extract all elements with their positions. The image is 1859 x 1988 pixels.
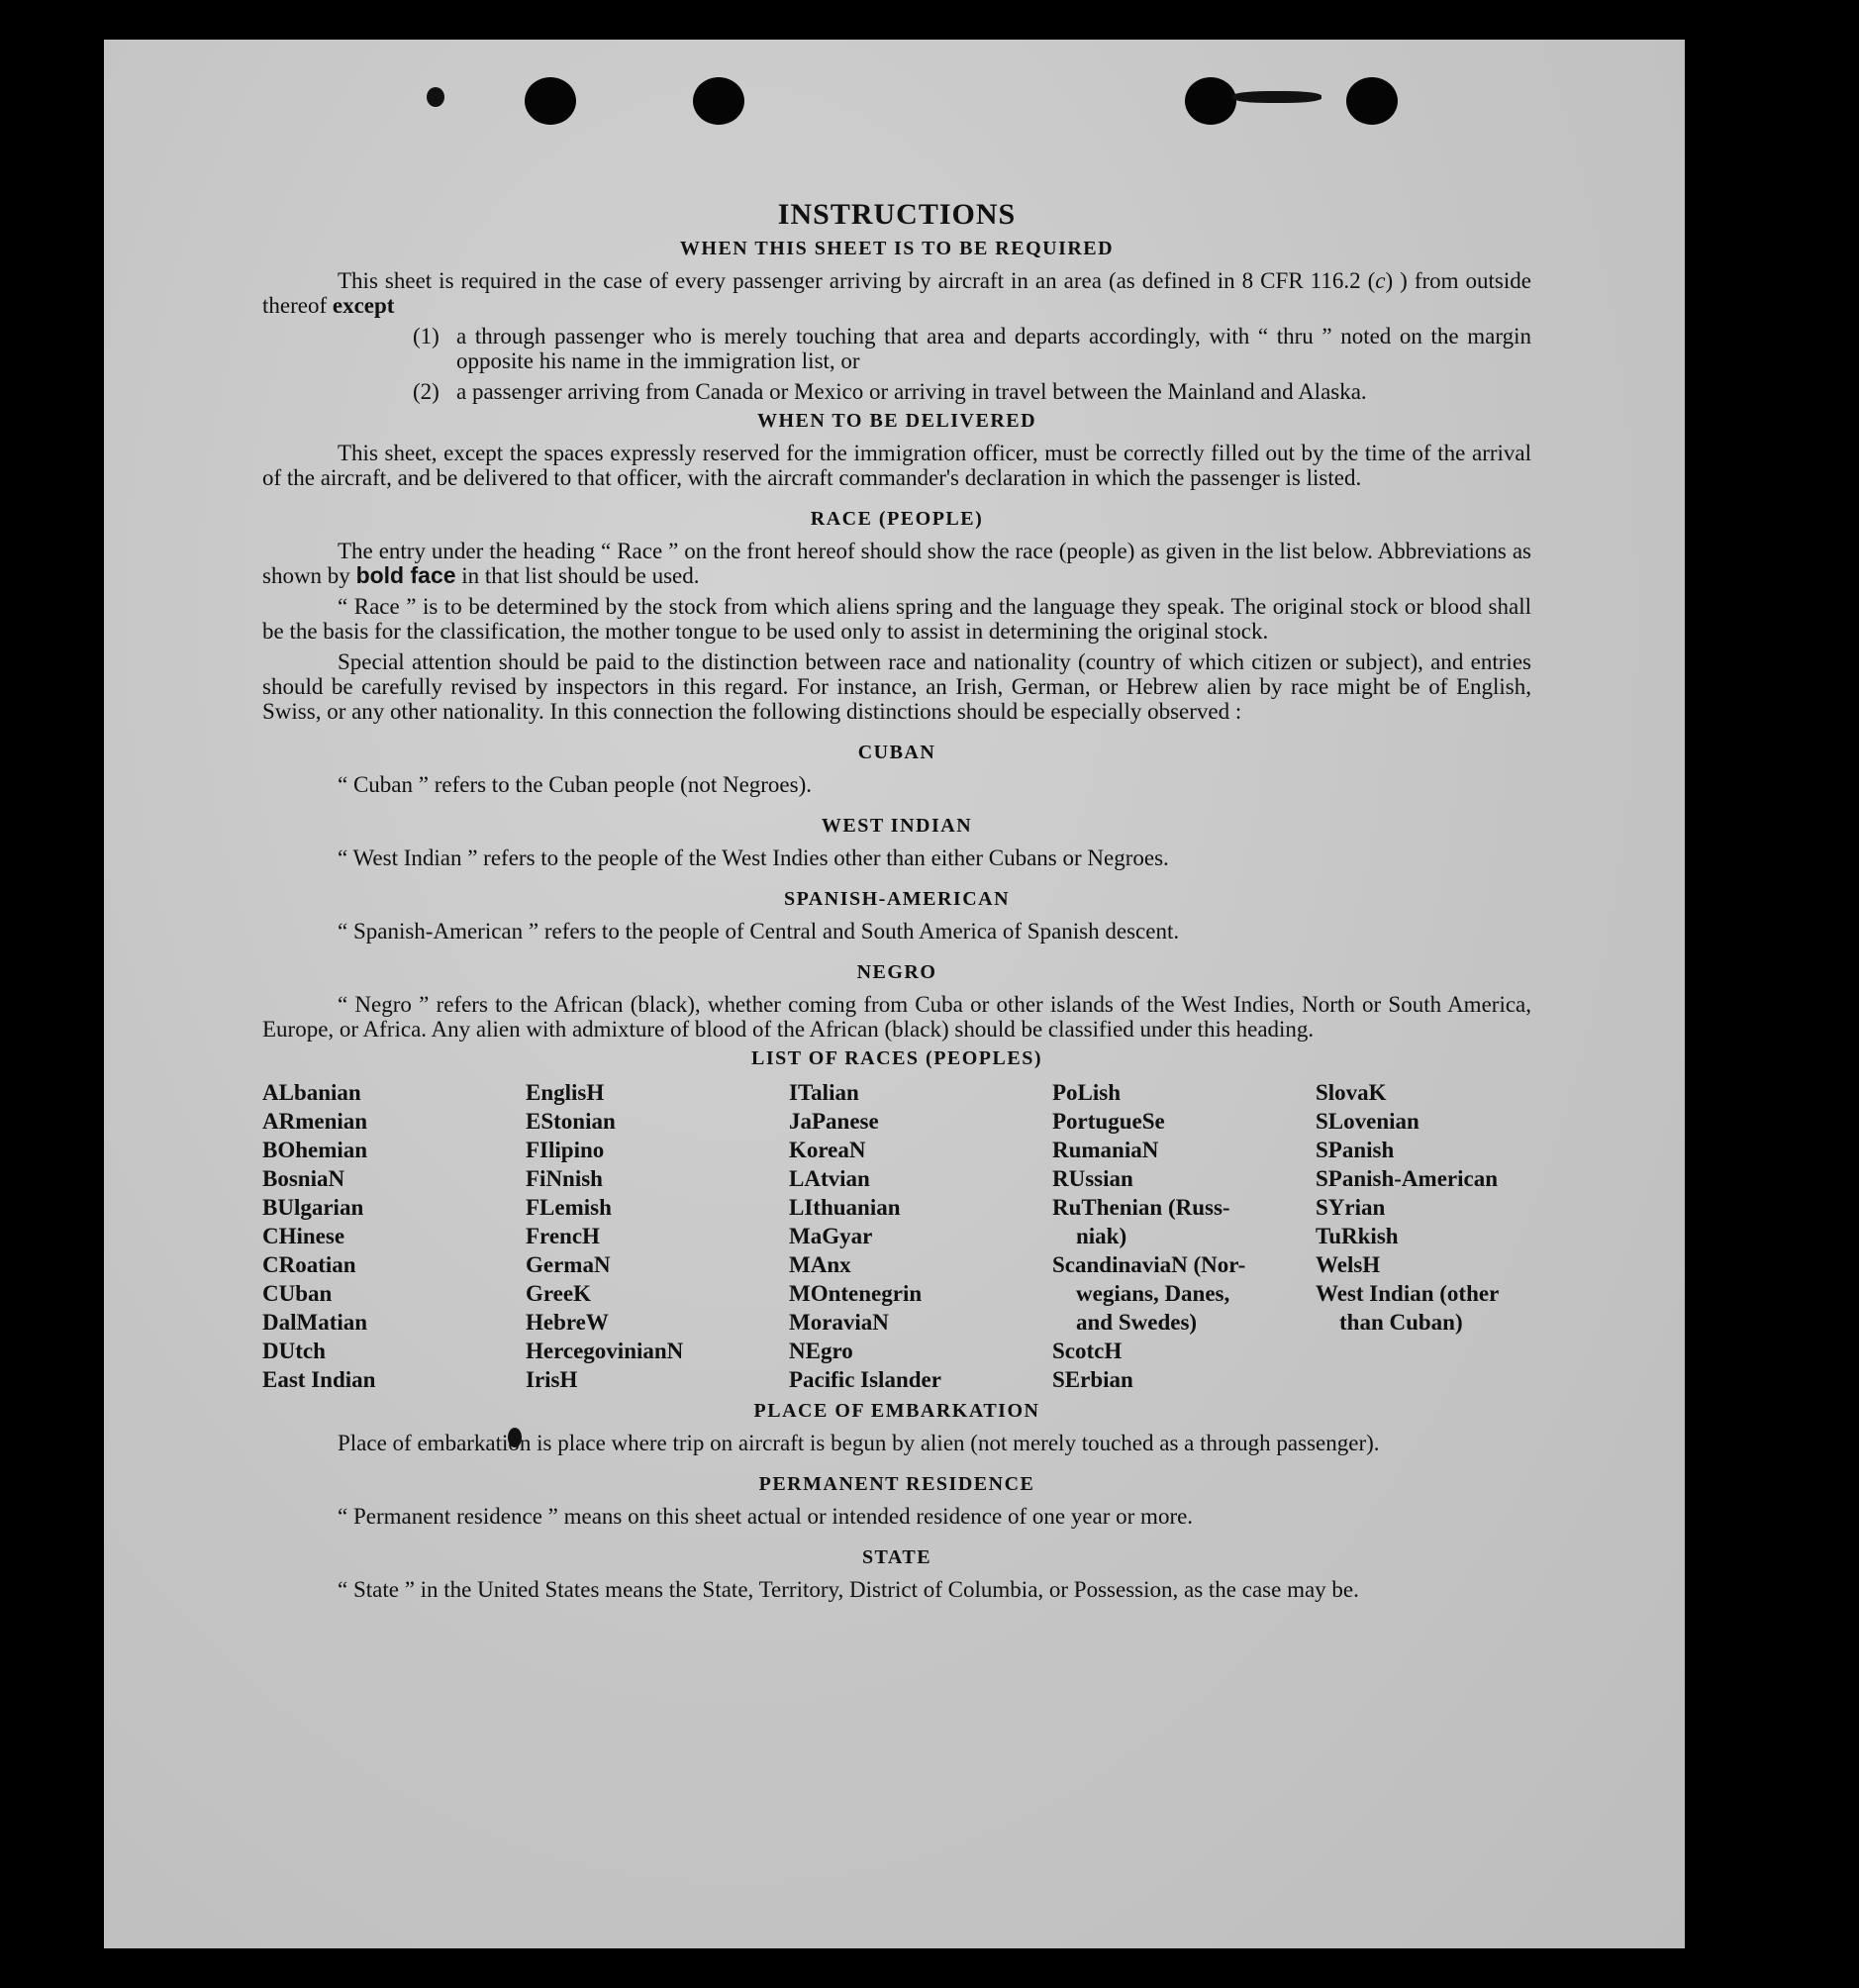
required-item-2: [262, 379, 1531, 404]
race-entry: CHinese: [262, 1224, 345, 1248]
race-paragraph-2: “ Race ” is to be determined by the stock from which aliens spring and the language they speak. The original stock or blood shall be the basis for the classification, the mother tongue to be used only to assist in determining the original stock.: [262, 594, 1531, 644]
cuban-text: “ Cuban ” refers to the Cuban people (not Negroes).: [338, 772, 813, 797]
punch-hole: [693, 77, 744, 125]
race-entry: Pacific Islander: [789, 1367, 941, 1392]
ink-speck: [427, 87, 444, 107]
required-item-1: [262, 324, 1531, 373]
required-intro: [262, 268, 1531, 318]
race-entry: FIlipino: [526, 1138, 605, 1162]
race-entry: SPanish: [1316, 1138, 1395, 1162]
item-text: a passenger arriving from Canada or Mexico or arriving in travel between the Mainland and Alaska.: [456, 379, 1367, 404]
race-entry-continued: than Cuban): [1339, 1310, 1463, 1335]
race-entry: HebreW: [526, 1310, 609, 1335]
race-entry: SErbian: [1052, 1367, 1133, 1392]
required-intro-c: c: [1375, 268, 1386, 293]
race-entry-continued: and Swedes): [1076, 1310, 1198, 1335]
races-column-2: [526, 1078, 789, 1394]
race-entry: RuThenian (Russ-: [1052, 1195, 1230, 1220]
item-number: (2): [413, 379, 440, 404]
race-entry: ALbanian: [262, 1080, 361, 1105]
race-paragraph-3: Special attention should be paid to the distinction between race and nationality (country of which citizen or subject), and entries should be carefully revised by inspectors in this regard. For instance, an Irish, German, or Hebrew alien by race might be of English, Swiss, or any other nationality. In this connection the following distinctions should be especially observed :: [262, 649, 1531, 724]
instructions-body: [262, 158, 1531, 1608]
race-entry: CRoatian: [262, 1252, 356, 1277]
west-indian-text: “ West Indian ” refers to the people of the West Indies other than either Cubans or Negroes.: [338, 845, 1169, 870]
race-entry: SlovaK: [1316, 1080, 1387, 1105]
required-except: except: [332, 293, 395, 318]
race-entry: FLemish: [526, 1195, 612, 1220]
races-column-4: [1052, 1078, 1316, 1394]
race-entry-continued: niak): [1076, 1224, 1127, 1248]
race-entry: RumaniaN: [1052, 1138, 1159, 1162]
spanish-american-text: “ Spanish-American ” refers to the people of Central and South America of Spanish descent.: [338, 919, 1180, 944]
race-entry: WelsH: [1316, 1252, 1381, 1277]
punch-hole: [525, 77, 576, 125]
races-column-1: [262, 1078, 526, 1394]
race-p1-text-b: in that list should be used.: [455, 563, 700, 588]
negro-text: “ Negro ” refers to the African (black), whether coming from Cuba or other islands of the West Indies, North or South America, Europe, or Africa. Any alien with admixture of blood of the African (black) should be classified under this heading.: [262, 992, 1531, 1042]
race-entry: TuRkish: [1316, 1224, 1399, 1248]
race-entry: BosniaN: [262, 1166, 345, 1191]
race-entry: KoreaN: [789, 1138, 866, 1162]
race-paragraph-1: [262, 539, 1531, 588]
races-table: [262, 1078, 1531, 1394]
heading-race: RACE (PEOPLE): [810, 508, 984, 530]
punch-hole: [1185, 77, 1236, 125]
punch-hole: [1346, 77, 1398, 125]
residence-text: “ Permanent residence ” means on this sheet actual or intended residence of one year or more.: [338, 1504, 1194, 1529]
race-entry: PortugueSe: [1052, 1109, 1165, 1134]
race-entry: FrencH: [526, 1224, 600, 1248]
race-entry: GreeK: [526, 1281, 591, 1306]
heading-cuban: CUBAN: [857, 742, 936, 763]
heading-state: STATE: [861, 1546, 932, 1568]
race-entry: CUban: [262, 1281, 333, 1306]
heading-negro: NEGRO: [856, 961, 937, 983]
race-entry: IrisH: [526, 1367, 578, 1392]
race-entry: LAtvian: [789, 1166, 870, 1191]
item-text: a through passenger who is merely touching that area and departs accordingly, with “ thru ” noted on the margin opposite his name in the immigration list, or: [456, 324, 1531, 373]
race-entry: MOntenegrin: [789, 1281, 923, 1306]
document-page: [104, 40, 1685, 1948]
item-number: (1): [413, 324, 440, 348]
race-entry: BOhemian: [262, 1138, 368, 1162]
race-p1-bold: bold face: [355, 562, 456, 588]
race-entry: HercegovinianN: [526, 1339, 684, 1363]
race-entry-continued: wegians, Danes,: [1076, 1281, 1230, 1306]
race-entry: FiNnish: [526, 1166, 603, 1191]
races-column-3: [789, 1078, 1052, 1394]
delivered-text: This sheet, except the spaces expressly reserved for the immigration officer, must be correctly filled out by the time of the arrival of the aircraft, and be delivered to that officer, with the aircraft commander's declaration in which the passenger is listed.: [262, 441, 1531, 490]
race-p1-text: The entry under the heading “ Race ” on the front hereof should show the race (people) as given in the list below. Abbreviations as shown by: [262, 539, 1531, 588]
page-title: INSTRUCTIONS: [777, 198, 1017, 231]
ink-speck: [1232, 91, 1321, 103]
state-text: “ State ” in the United States means the State, Territory, District of Columbia, or Possession, as the case may be.: [338, 1577, 1359, 1602]
race-entry: LIthuanian: [789, 1195, 901, 1220]
embarkation-text: Place of embarkation is place where trip on aircraft is begun by alien (not merely touched as a through passenger).: [338, 1431, 1380, 1455]
race-entry: ITalian: [789, 1080, 859, 1105]
race-entry: GermaN: [526, 1252, 611, 1277]
race-entry: MAnx: [789, 1252, 851, 1277]
race-entry: MaGyar: [789, 1224, 873, 1248]
heading-when-required: WHEN THIS SHEET IS TO BE REQUIRED: [679, 238, 1115, 259]
race-entry: ARmenian: [262, 1109, 368, 1134]
race-entry: DUtch: [262, 1339, 326, 1363]
race-entry: SPanish-American: [1316, 1166, 1498, 1191]
race-entry: PoLish: [1052, 1080, 1122, 1105]
heading-permanent-residence: PERMANENT RESIDENCE: [758, 1473, 1035, 1495]
race-entry: EStonian: [526, 1109, 616, 1134]
race-entry: JaPanese: [789, 1109, 879, 1134]
race-entry: ScotcH: [1052, 1339, 1123, 1363]
race-entry: SYrian: [1316, 1195, 1386, 1220]
heading-west-indian: WEST INDIAN: [821, 815, 973, 837]
race-entry: West Indian (other: [1316, 1281, 1500, 1306]
race-entry: RUssian: [1052, 1166, 1133, 1191]
race-entry: MoraviaN: [789, 1310, 889, 1335]
required-intro-text: This sheet is required in the case of every passenger arriving by aircraft in an area (as defined in 8 CFR 116.2 (: [338, 268, 1376, 293]
races-column-5: [1316, 1078, 1531, 1394]
heading-list-of-races: LIST OF RACES (PEOPLES): [750, 1047, 1042, 1069]
race-entry: DalMatian: [262, 1310, 368, 1335]
heading-when-delivered: WHEN TO BE DELIVERED: [756, 410, 1037, 432]
heading-spanish-american: SPANISH-AMERICAN: [783, 888, 1011, 910]
required-intro-text-b: ) ) from outside thereof: [262, 268, 1531, 318]
race-entry: BUlgarian: [262, 1195, 364, 1220]
race-entry: NEgro: [789, 1339, 853, 1363]
race-entry: East Indian: [262, 1367, 376, 1392]
race-entry: SLovenian: [1316, 1109, 1419, 1134]
heading-place-of-embarkation: PLACE OF EMBARKATION: [753, 1400, 1040, 1422]
race-entry: EnglisH: [526, 1080, 605, 1105]
race-entry: ScandinaviaN (Nor-: [1052, 1252, 1246, 1277]
